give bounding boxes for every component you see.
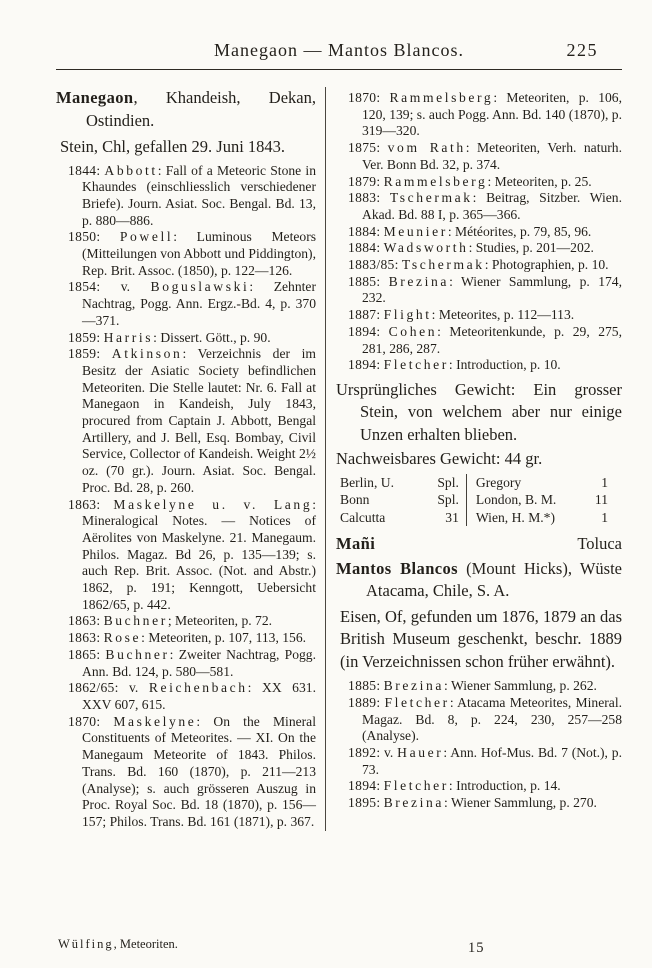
ref-year: 1863 [68,496,97,512]
ref-year: 1885 [348,273,377,289]
ref-year-sep: : [96,279,101,295]
ref-text: Luminous Meteors (Mitteilungen von Abbott und Piddington), Rep. Brit. Assoc. (1850), p. 122—126. [82,229,317,278]
ref-author-sep: : [449,273,453,289]
footer-signature-rest: , Meteoriten. [113,937,178,951]
ref-author-sep: : [447,223,452,239]
ref-year: 1875 [348,140,377,156]
ref-text: Studies, p. 201—202. [475,240,594,256]
ref-author: Buchner [105,646,170,662]
running-title: Manegaon — Mantos Blancos. [214,40,464,60]
ref-text: XX 631. XXV 607, 615. [82,680,316,712]
ref-year-sep: : [96,329,101,345]
ref-year: 1885 [348,678,377,694]
page-header [56,40,622,64]
ref-year-sep: : [96,713,101,729]
ref-author-sep: : [448,357,453,373]
ref-year-sep: : [376,223,381,239]
weight-verified-label: Nachweisbares Gewicht: [336,449,501,469]
amount-cell: 1 [601,474,608,490]
ref-author: Meunier [383,223,448,239]
reference-list-continued [336,90,622,374]
ref-author: vom Rath [387,140,466,156]
amount-cell: Spl. [437,474,459,490]
table-row [476,491,608,508]
entry-headword-rest: , Khandeish, Dekan, Ostindien. [86,88,316,130]
ref-text: Beitrag, Sitzber. Wien. Akad. Bd. 88 I, p. 365—366. [362,190,623,222]
header-rule [56,69,622,70]
ref-author-sep: : [484,257,489,273]
ref-author: Atkinson [111,346,183,362]
ref-year: 1859 [68,329,97,345]
reference-item [336,274,622,307]
table-row [340,474,459,491]
ref-author-prefix: v. [129,680,149,696]
ref-author-sep: : [153,329,157,345]
ref-year-sep: : [96,646,101,662]
ref-author-sep: : [173,229,177,245]
ref-author-sep: : [182,346,187,362]
location-cell: London, B. M. [475,492,557,508]
footer-signature-author: Wülfing [58,937,114,951]
ref-text: Meteoriten, Verh. naturh. Ver. Bonn Bd. 32, p. 374. [362,140,622,172]
ref-text: Zehnter Nachtrag, Pogg. Ann. Ergz.-Bd. 4, p. 370—371. [82,279,316,328]
ref-author: Rammelsberg [389,90,494,105]
ref-year: 1863 [68,613,97,629]
ref-year: 1894 [348,357,377,373]
ref-year-sep: : [394,257,399,273]
ref-year-sep: : [376,173,381,189]
ref-text: Meteoriten, p. 72. [175,613,273,629]
ref-year: 1884 [348,240,377,256]
ref-year: 1870 [68,713,97,729]
location-cell: Berlin, U. [340,474,394,490]
ref-author-sep: ; [167,613,172,629]
weight-original-text: Ein grosser Stein, von welchem aber nur einige Unzen erhalten blieben. [360,379,623,444]
reference-item [336,307,622,324]
ref-author-sep: : [444,678,448,694]
ref-year-sep: : [376,140,381,156]
ref-year-sep: : [376,273,381,289]
ref-author-sep: : [472,190,477,206]
ref-year-sep: : [96,613,101,629]
ref-text: Introduction, p. 14. [456,778,561,794]
reference-item [336,745,622,778]
reference-item [336,795,622,812]
location-cell: Wien, H. M.*) [475,509,556,525]
ref-author: Wadsworth [383,240,469,256]
ref-year-sep: : [376,323,381,339]
reference-item [56,630,316,647]
reference-item [336,357,622,374]
reference-item [336,240,622,257]
ref-text: Ann. Hof-Mus. Bd. 7 (Not.), p. 73. [362,744,622,777]
text-columns [56,87,622,831]
table-row [340,509,459,526]
ref-author: Buchner [103,613,168,629]
reference-item [336,224,622,241]
ref-text: Meteorites, p. 112—113. [438,307,575,323]
reference-item [56,714,316,831]
ref-author: Boguslawski [150,279,250,295]
location-cell: Bonn [340,492,370,508]
ref-author-sep: : [312,496,317,512]
reference-item [56,613,316,630]
ref-year-sep: : [114,680,119,696]
ref-author: Fletcher [384,694,450,710]
column-right [326,87,622,831]
ref-year-sep: : [376,240,381,256]
ref-author-sep: : [249,279,254,295]
ref-author-sep: : [141,630,145,646]
reference-list-left [56,163,316,831]
location-cell: Calcutta [340,509,386,525]
ref-text: Wiener Sammlung, p. 262. [450,678,597,694]
ref-text: Meteoriten, p. 107, 113, 156. [148,630,307,646]
table-row [340,491,459,508]
ref-author: Maskelyne [113,713,197,729]
ref-text: Meteoriten, p. 25. [494,173,592,189]
amount-cell: 1 [601,509,608,525]
reference-item [336,324,622,357]
ref-year: 1865 [68,646,97,662]
ref-text: Wiener Sammlung, p. 174, 232. [362,273,622,306]
amount-cell: 11 [594,492,608,508]
amount-cell: Spl. [437,492,459,508]
ref-author-sep: : [247,680,252,696]
ref-year-sep: : [376,357,381,373]
cross-reference-line [336,533,622,556]
ref-author: Rose [103,630,142,646]
ref-author: Reichenbach [148,680,248,696]
ref-author: Hauer [397,744,444,760]
ref-text: Verzeichnis der im Besitz der Asiatic Society befindlichen Meteoriten. Die Stelle lautet: Nr. 6. Fall at Manegaon in Kandeish, July 1843, procured from Captain J. Abbott, Bengal Artillery, and J. Bell, Esq. Bombay, Civil Service, Collector of Kandeish. Weight 2½ oz. (70 gr.). Journ. Asiat. Soc. Bengal. Proc. Bd. 28, p. 260. [82,346,316,495]
ref-year: 1870 [348,90,377,105]
ref-year: 1859 [68,346,97,362]
ref-text: Météorites, p. 79, 85, 96. [455,223,592,239]
ref-year: 1854 [68,279,97,295]
ref-author-sep: : [443,744,448,760]
ref-text: Dissert. Gött., p. 90. [160,329,271,345]
ref-year-sep: : [376,744,381,760]
amount-cell: 31 [445,509,459,525]
page-number: 225 [566,40,598,60]
ref-author: Flight [383,307,432,323]
ref-author-prefix: v. [120,279,151,295]
ref-text: Wiener Sammlung, p. 270. [450,795,597,811]
ref-year: 1894 [348,778,377,794]
ref-author-sep: : [196,713,201,729]
ref-year-sep: : [376,778,381,794]
ref-text: Fall of a Meteoric Stone in Khaundes (einschliesslich verschiedener Briefe). Journ. Asiat. Soc. Bengal. Bd. 13, p. 880—886. [82,162,317,228]
ref-text: Mineralogical Notes. — Notices of Aërolites von Maskelyne. 21. Manegaum. Philos. Magaz. Bd 26, p. 135—139; s. auch Rep. Brit. Assoc. (Not. and Abstr.) 1862, p. 191; Kenngott, Uebersicht 1862/65, p. 442. [82,513,316,612]
entry-headword-line [56,87,316,132]
ref-author-sep: : [468,240,473,256]
entry2-headword: Mantos Blancos [336,558,458,578]
ref-year: 1883 [348,190,377,206]
entry-class-line: Stein, Chl, gefallen 29. Juni 1843. [60,137,286,156]
weight-verified [336,448,622,471]
reference-item [56,497,316,614]
ref-text: On the Mineral Constituents of Meteorites. — XI. On the Manegaum Meteorite of 1843. Philos. Trans. Bd. 160 (1870), p. 211—213 (Analyse); s. auch grösseren Auszug in Proc. Royal Soc. Bd. 18 (1870), p. 156—157; Philos. Trans. Bd. 161 (1871), p. 367. [82,713,316,829]
ref-author: Fletcher [383,357,449,373]
cross-ref-target: Toluca [577,534,622,554]
ref-year-sep: : [376,307,381,323]
ref-author: Brezina [388,273,450,289]
ref-author: Tschermak [401,257,485,273]
column-left [56,87,316,831]
reference-item [336,778,622,795]
ref-text: Meteoritenkunde, p. 29, 275, 281, 286, 287. [362,323,622,356]
distribution-table [340,474,622,526]
ref-author: Abbott [104,162,158,178]
ref-author: Powell [119,229,174,245]
ref-author-sep: : [493,90,498,105]
reference-item [56,229,316,279]
ref-author: Brezina [383,795,445,811]
location-cell: Gregory [475,474,522,490]
ref-year: 1887 [348,307,377,323]
ref-author-sep: : [431,307,436,323]
ref-year-sep: : [96,162,101,178]
ref-author: Maskelyne u. v. Lang [113,496,313,512]
ref-year-sep: : [96,229,101,245]
ref-year-sep: : [96,496,101,512]
table-row [476,474,608,491]
ref-year-sep: : [376,678,381,694]
ref-text: Atacama Meteorites, Mineral. Magaz. Bd. 8, p. 224, 230, 257—258 (Analyse). [362,694,622,744]
ref-text: Zweiter Nachtrag, Pogg. Ann. Bd. 124, p. 580—581. [82,646,316,679]
cross-ref-headword: Mañi [336,534,376,554]
ref-year: 1895 [348,795,377,811]
ref-author: Fletcher [383,778,449,794]
ref-author-sep: : [444,795,448,811]
sheet-number: 15 [468,940,485,956]
footer-signature [58,937,178,952]
ref-author-sep: : [157,162,162,178]
entry2-headword-line [336,558,622,603]
entry2-class-line: Eisen, Of, gefunden um 1876, 1879 an das British Museum geschenkt, beschr. 1889 (in Verzeichnissen schon früher erwähnt). [340,606,622,671]
reference-item [56,163,316,230]
ref-text: Introduction, p. 10. [456,357,561,373]
ref-author: Tschermak [389,190,473,206]
ref-year-sep: : [376,90,381,105]
distribution-table-right [467,474,622,526]
ref-author: Cohen [388,323,438,339]
ref-year-sep: : [96,346,101,362]
ref-author-prefix: v. [384,744,398,760]
reference-item [336,678,622,695]
reference-item [336,695,622,745]
ref-year: 1889 [348,694,377,710]
weight-original [336,379,622,447]
reference-item [336,257,622,274]
ref-year: 1863 [68,630,97,646]
reference-item [56,279,316,329]
reference-item [56,680,316,713]
weight-original-label: Ursprüngliches Gewicht: [336,379,516,399]
ref-text: Photographien, p. 10. [491,257,609,273]
ref-year-sep: : [96,630,101,646]
ref-year: 1862/65 [68,680,115,696]
reference-item [56,346,316,496]
ref-year: 1892 [348,744,377,760]
ref-year: 1894 [348,323,377,339]
ref-year: 1850 [68,229,97,245]
ref-year: 1879 [348,173,377,189]
ref-year: 1884 [348,223,377,239]
ref-author: Brezina [383,678,445,694]
ref-year: 1844 [68,162,97,178]
ref-author-sep: : [449,694,454,710]
reference-list-entry2 [336,678,622,812]
reference-item [56,330,316,347]
distribution-table-left [340,474,467,526]
ref-text: Meteoriten, p. 106, 120, 139; s. auch Pogg. Ann. Bd. 140 (1870), p. 319—320. [362,90,622,139]
weight-verified-value: 44 gr. [504,449,543,469]
ref-year-sep: : [376,190,381,206]
ref-year-sep: : [376,694,381,710]
reference-item [336,140,622,173]
ref-author-sep: : [437,323,441,339]
ref-author: Harris [103,329,154,345]
entry-headword: Manegaon [56,88,134,107]
ref-author-sep: : [448,778,453,794]
ref-year-sep: : [376,795,381,811]
ref-year: 1883/85 [348,257,395,273]
reference-item [336,90,622,140]
ref-author: Rammelsberg [383,173,488,189]
reference-item [336,174,622,191]
ref-author-sep: : [169,646,174,662]
reference-item [56,647,316,680]
reference-item [336,190,622,223]
ref-author-sep: : [487,173,492,189]
ref-author-sep: : [465,140,470,156]
table-row [476,509,608,526]
entry2-headword-rest: (Mount Hicks), Wüste Atacama, Chile, S. A. [366,558,622,601]
